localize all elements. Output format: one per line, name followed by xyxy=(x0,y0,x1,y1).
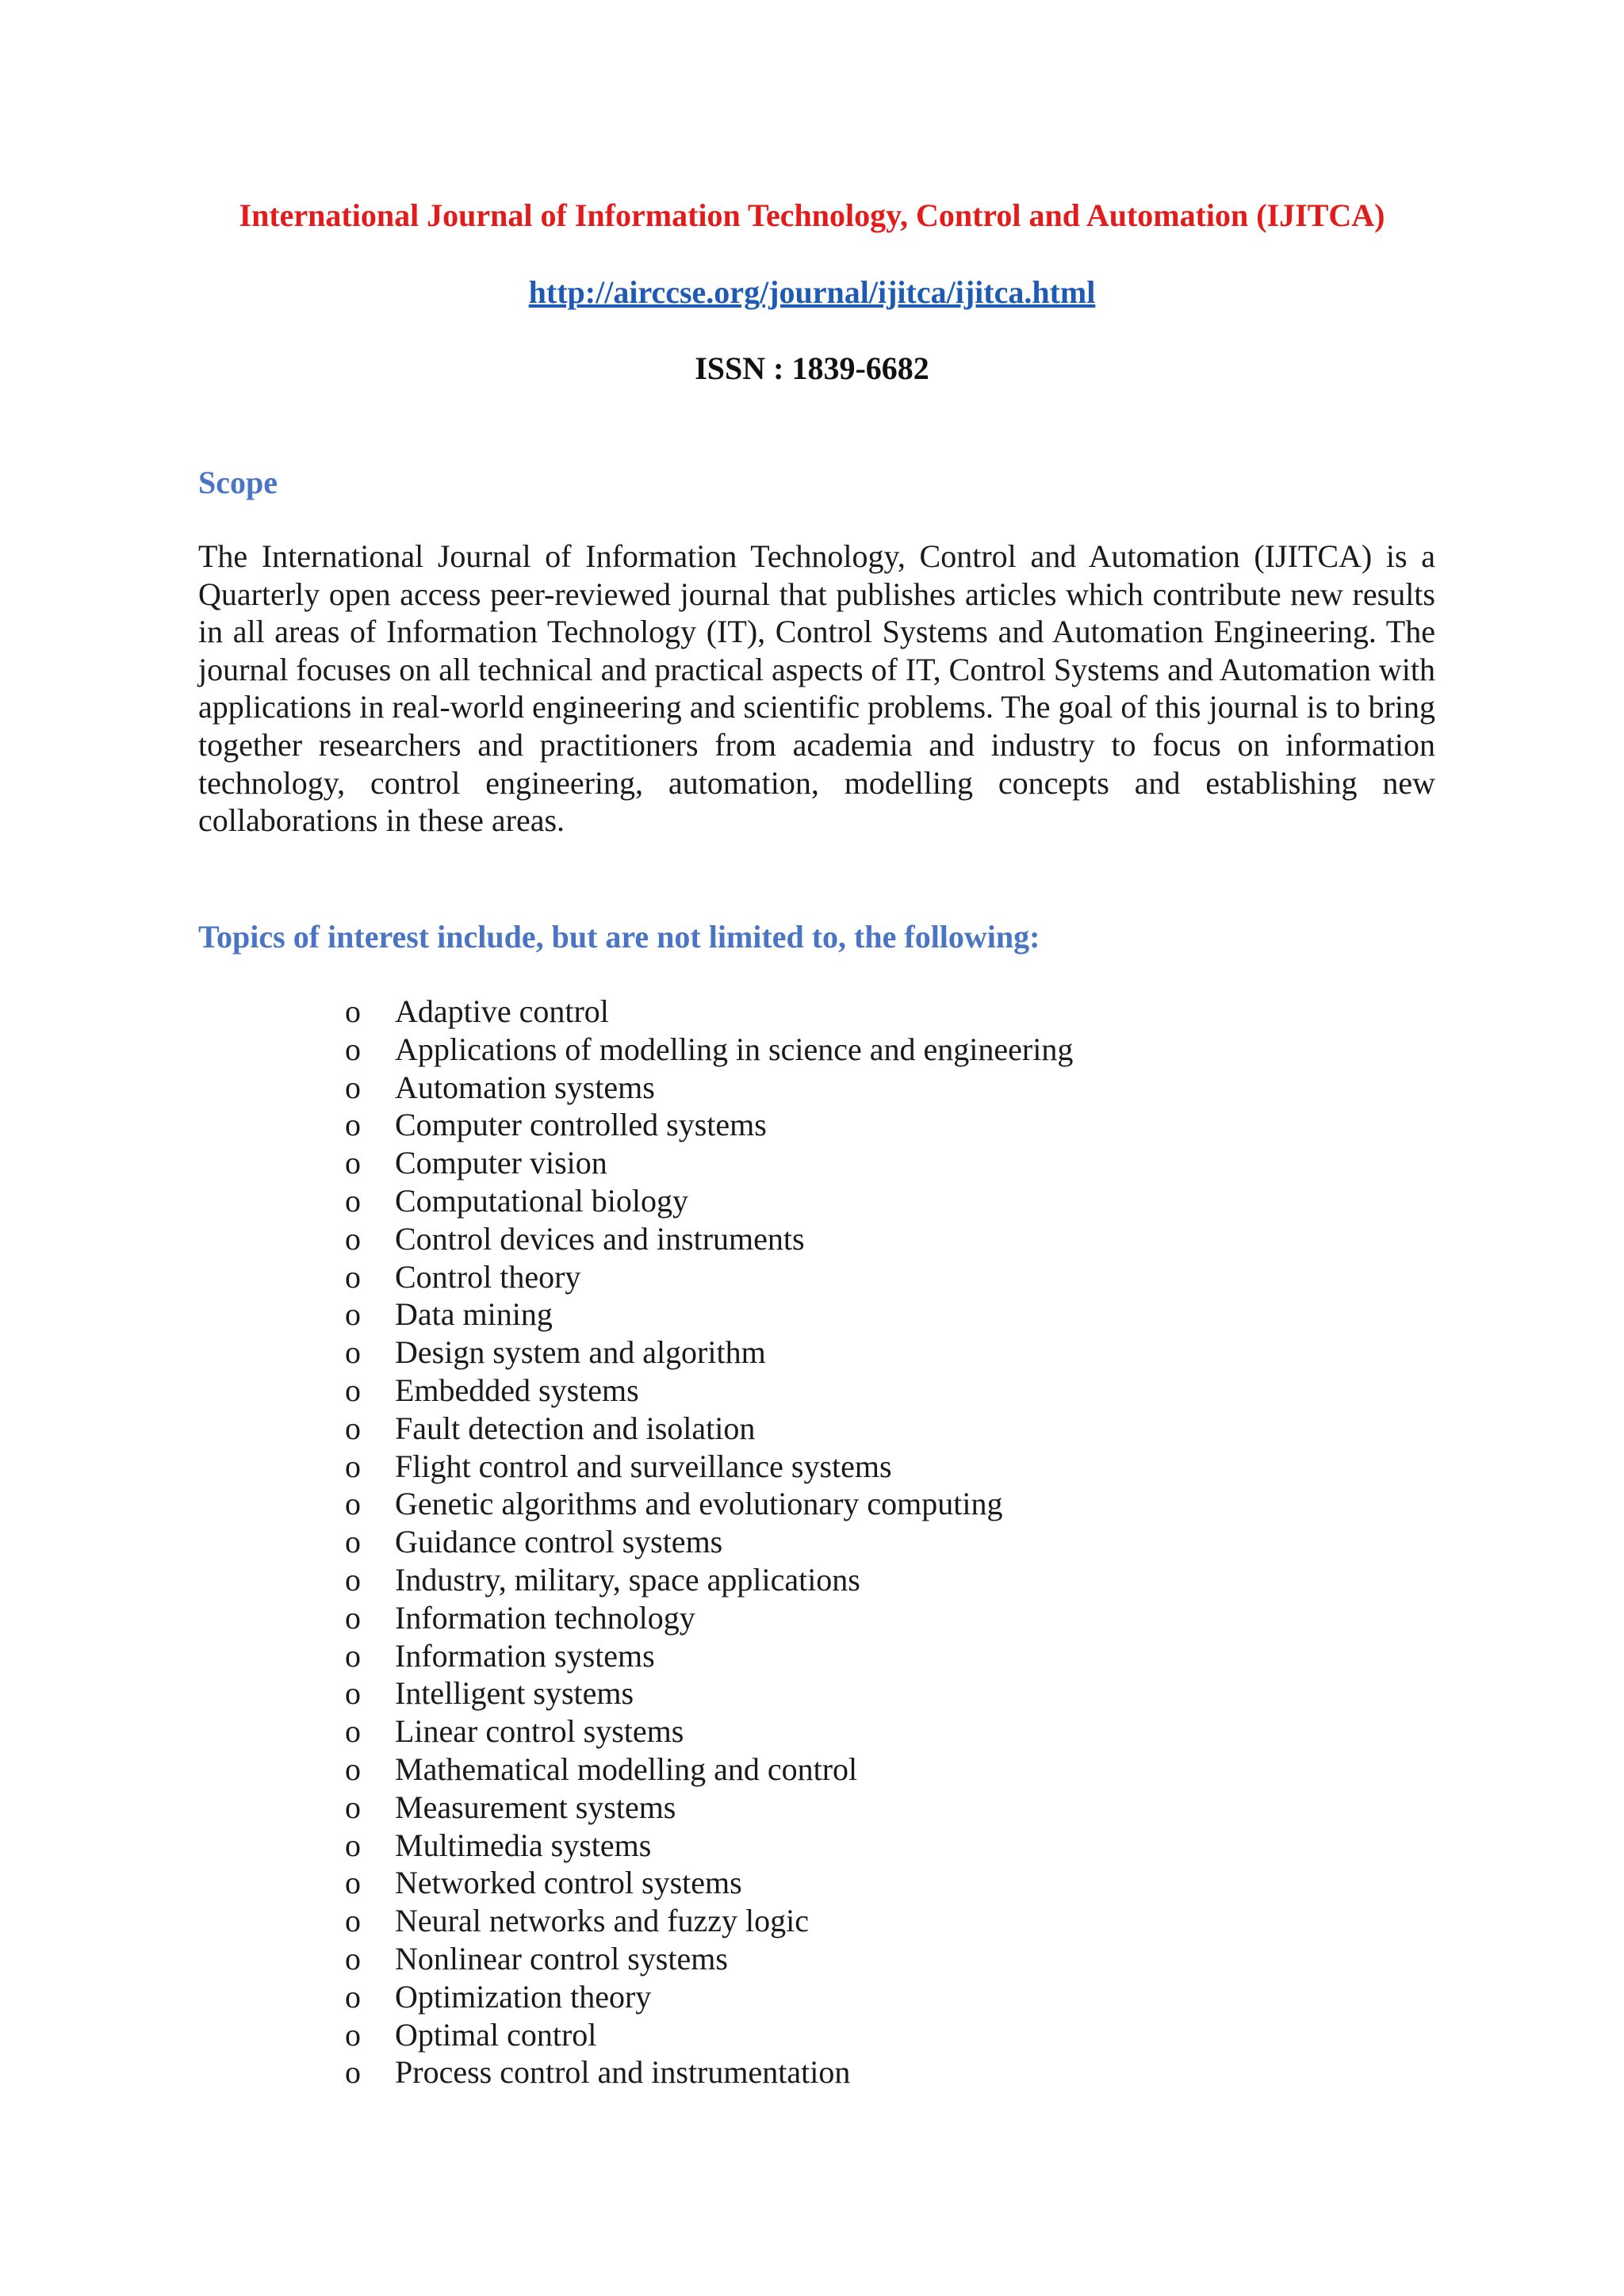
topic-label: Information systems xyxy=(395,1637,655,1674)
bullet-icon: o xyxy=(345,1561,361,1598)
topic-label: Data mining xyxy=(395,1296,553,1333)
bullet-icon: o xyxy=(345,1334,361,1371)
list-item xyxy=(0,1864,1624,1902)
bullet-icon: o xyxy=(345,1599,361,1636)
bullet-icon: o xyxy=(345,1145,361,1181)
list-item xyxy=(0,1410,1624,1448)
bullet-icon: o xyxy=(345,1940,361,1976)
bullet-icon: o xyxy=(345,1182,361,1219)
list-item xyxy=(0,1712,1624,1751)
topic-label: Information technology xyxy=(395,1599,695,1636)
topic-label: Optimization theory xyxy=(395,1978,652,2015)
list-item xyxy=(0,1523,1624,1561)
list-item xyxy=(0,1751,1624,1789)
topic-label: Multimedia systems xyxy=(395,1827,652,1863)
bullet-icon: o xyxy=(345,2054,361,2091)
bullet-icon: o xyxy=(345,1220,361,1257)
list-item xyxy=(0,993,1624,1031)
bullet-icon: o xyxy=(345,1903,361,1939)
list-item xyxy=(0,1106,1624,1144)
bullet-icon: o xyxy=(345,2016,361,2053)
bullet-icon: o xyxy=(345,1751,361,1787)
list-item xyxy=(0,1674,1624,1712)
bullet-icon: o xyxy=(345,1524,361,1560)
bullet-icon: o xyxy=(345,1448,361,1484)
bullet-icon: o xyxy=(345,1258,361,1295)
bullet-icon: o xyxy=(345,1978,361,2015)
bullet-icon: o xyxy=(345,1107,361,1143)
list-item xyxy=(0,1295,1624,1334)
topic-label: Computer vision xyxy=(395,1145,607,1181)
list-item xyxy=(0,1448,1624,1486)
topic-label: Fault detection and isolation xyxy=(395,1410,756,1446)
topic-label: Computer controlled systems xyxy=(395,1107,767,1143)
topic-label: Guidance control systems xyxy=(395,1524,723,1560)
list-item xyxy=(0,1599,1624,1637)
bullet-icon: o xyxy=(345,1031,361,1067)
topic-label: Computational biology xyxy=(395,1182,688,1219)
topic-label: Networked control systems xyxy=(395,1865,742,1901)
issn-label: ISSN : 1839-6682 xyxy=(695,350,929,386)
list-item xyxy=(0,1182,1624,1220)
list-item xyxy=(0,1940,1624,1978)
topic-label: Control theory xyxy=(395,1258,581,1295)
topic-label: Mathematical modelling and control xyxy=(395,1751,858,1787)
journal-title: International Journal of Information Technology, Control and Automation (IJITCA) xyxy=(239,197,1385,233)
list-item xyxy=(0,1561,1624,1599)
topic-label: Linear control systems xyxy=(395,1713,684,1750)
topic-label: Genetic algorithms and evolutionary computing xyxy=(395,1486,1003,1522)
list-item xyxy=(0,1902,1624,1940)
topics-heading: Topics of interest include, but are not limited to, the following: xyxy=(198,919,1040,955)
list-item xyxy=(0,1827,1624,1865)
topic-label: Industry, military, space applications xyxy=(395,1561,860,1598)
topic-label: Adaptive control xyxy=(395,993,609,1029)
list-item xyxy=(0,1334,1624,1372)
journal-url-link[interactable]: http://airccse.org/journal/ijitca/ijitca.html xyxy=(528,274,1096,310)
topic-label: Control devices and instruments xyxy=(395,1220,805,1257)
topic-label: Measurement systems xyxy=(395,1789,676,1825)
bullet-icon: o xyxy=(345,1372,361,1408)
list-item xyxy=(0,1031,1624,1069)
list-item xyxy=(0,1485,1624,1523)
list-item xyxy=(0,1637,1624,1675)
topic-label: Intelligent systems xyxy=(395,1675,634,1712)
bullet-icon: o xyxy=(345,1410,361,1446)
bullet-icon: o xyxy=(345,1865,361,1901)
topic-label: Nonlinear control systems xyxy=(395,1940,728,1976)
bullet-icon: o xyxy=(345,1069,361,1105)
list-item xyxy=(0,2053,1624,2091)
topic-label: Flight control and surveillance systems xyxy=(395,1448,892,1484)
list-item xyxy=(0,1144,1624,1182)
topic-label: Optimal control xyxy=(395,2016,597,2053)
bullet-icon: o xyxy=(345,993,361,1029)
topic-label: Neural networks and fuzzy logic xyxy=(395,1903,810,1939)
list-item xyxy=(0,2016,1624,2054)
list-item xyxy=(0,1372,1624,1410)
list-item xyxy=(0,1258,1624,1296)
bullet-icon: o xyxy=(345,1789,361,1825)
list-item xyxy=(0,1220,1624,1258)
scope-paragraph: The International Journal of Information Technology, Control and Automation (IJITCA) is a Quarterly open access peer-reviewed journal that publishes articles which contribute new results in all areas of Information Technology (IT), Control Systems and Automation Engineering. The journal focuses on all technical and practical aspects of IT, Control Systems and Automation with applications in real-world engineering and scientific problems. The goal of this journal is to bring together researchers and practitioners from academia and industry to focus on information technology, control engineering, automation, modelling concepts and establishing new collaborations in these areas. xyxy=(198,538,1435,839)
bullet-icon: o xyxy=(345,1713,361,1750)
topic-label: Embedded systems xyxy=(395,1372,639,1408)
list-item xyxy=(0,1789,1624,1827)
bullet-icon: o xyxy=(345,1827,361,1863)
scope-heading: Scope xyxy=(198,465,278,500)
bullet-icon: o xyxy=(345,1637,361,1674)
list-item xyxy=(0,1978,1624,2016)
topic-label: Design system and algorithm xyxy=(395,1334,766,1371)
topic-label: Automation systems xyxy=(395,1069,655,1105)
bullet-icon: o xyxy=(345,1675,361,1712)
list-item xyxy=(0,1069,1624,1107)
topic-label: Process control and instrumentation xyxy=(395,2054,851,2091)
bullet-icon: o xyxy=(345,1296,361,1333)
topic-label: Applications of modelling in science and engineering xyxy=(395,1031,1074,1067)
topics-list xyxy=(0,993,1624,2091)
bullet-icon: o xyxy=(345,1486,361,1522)
